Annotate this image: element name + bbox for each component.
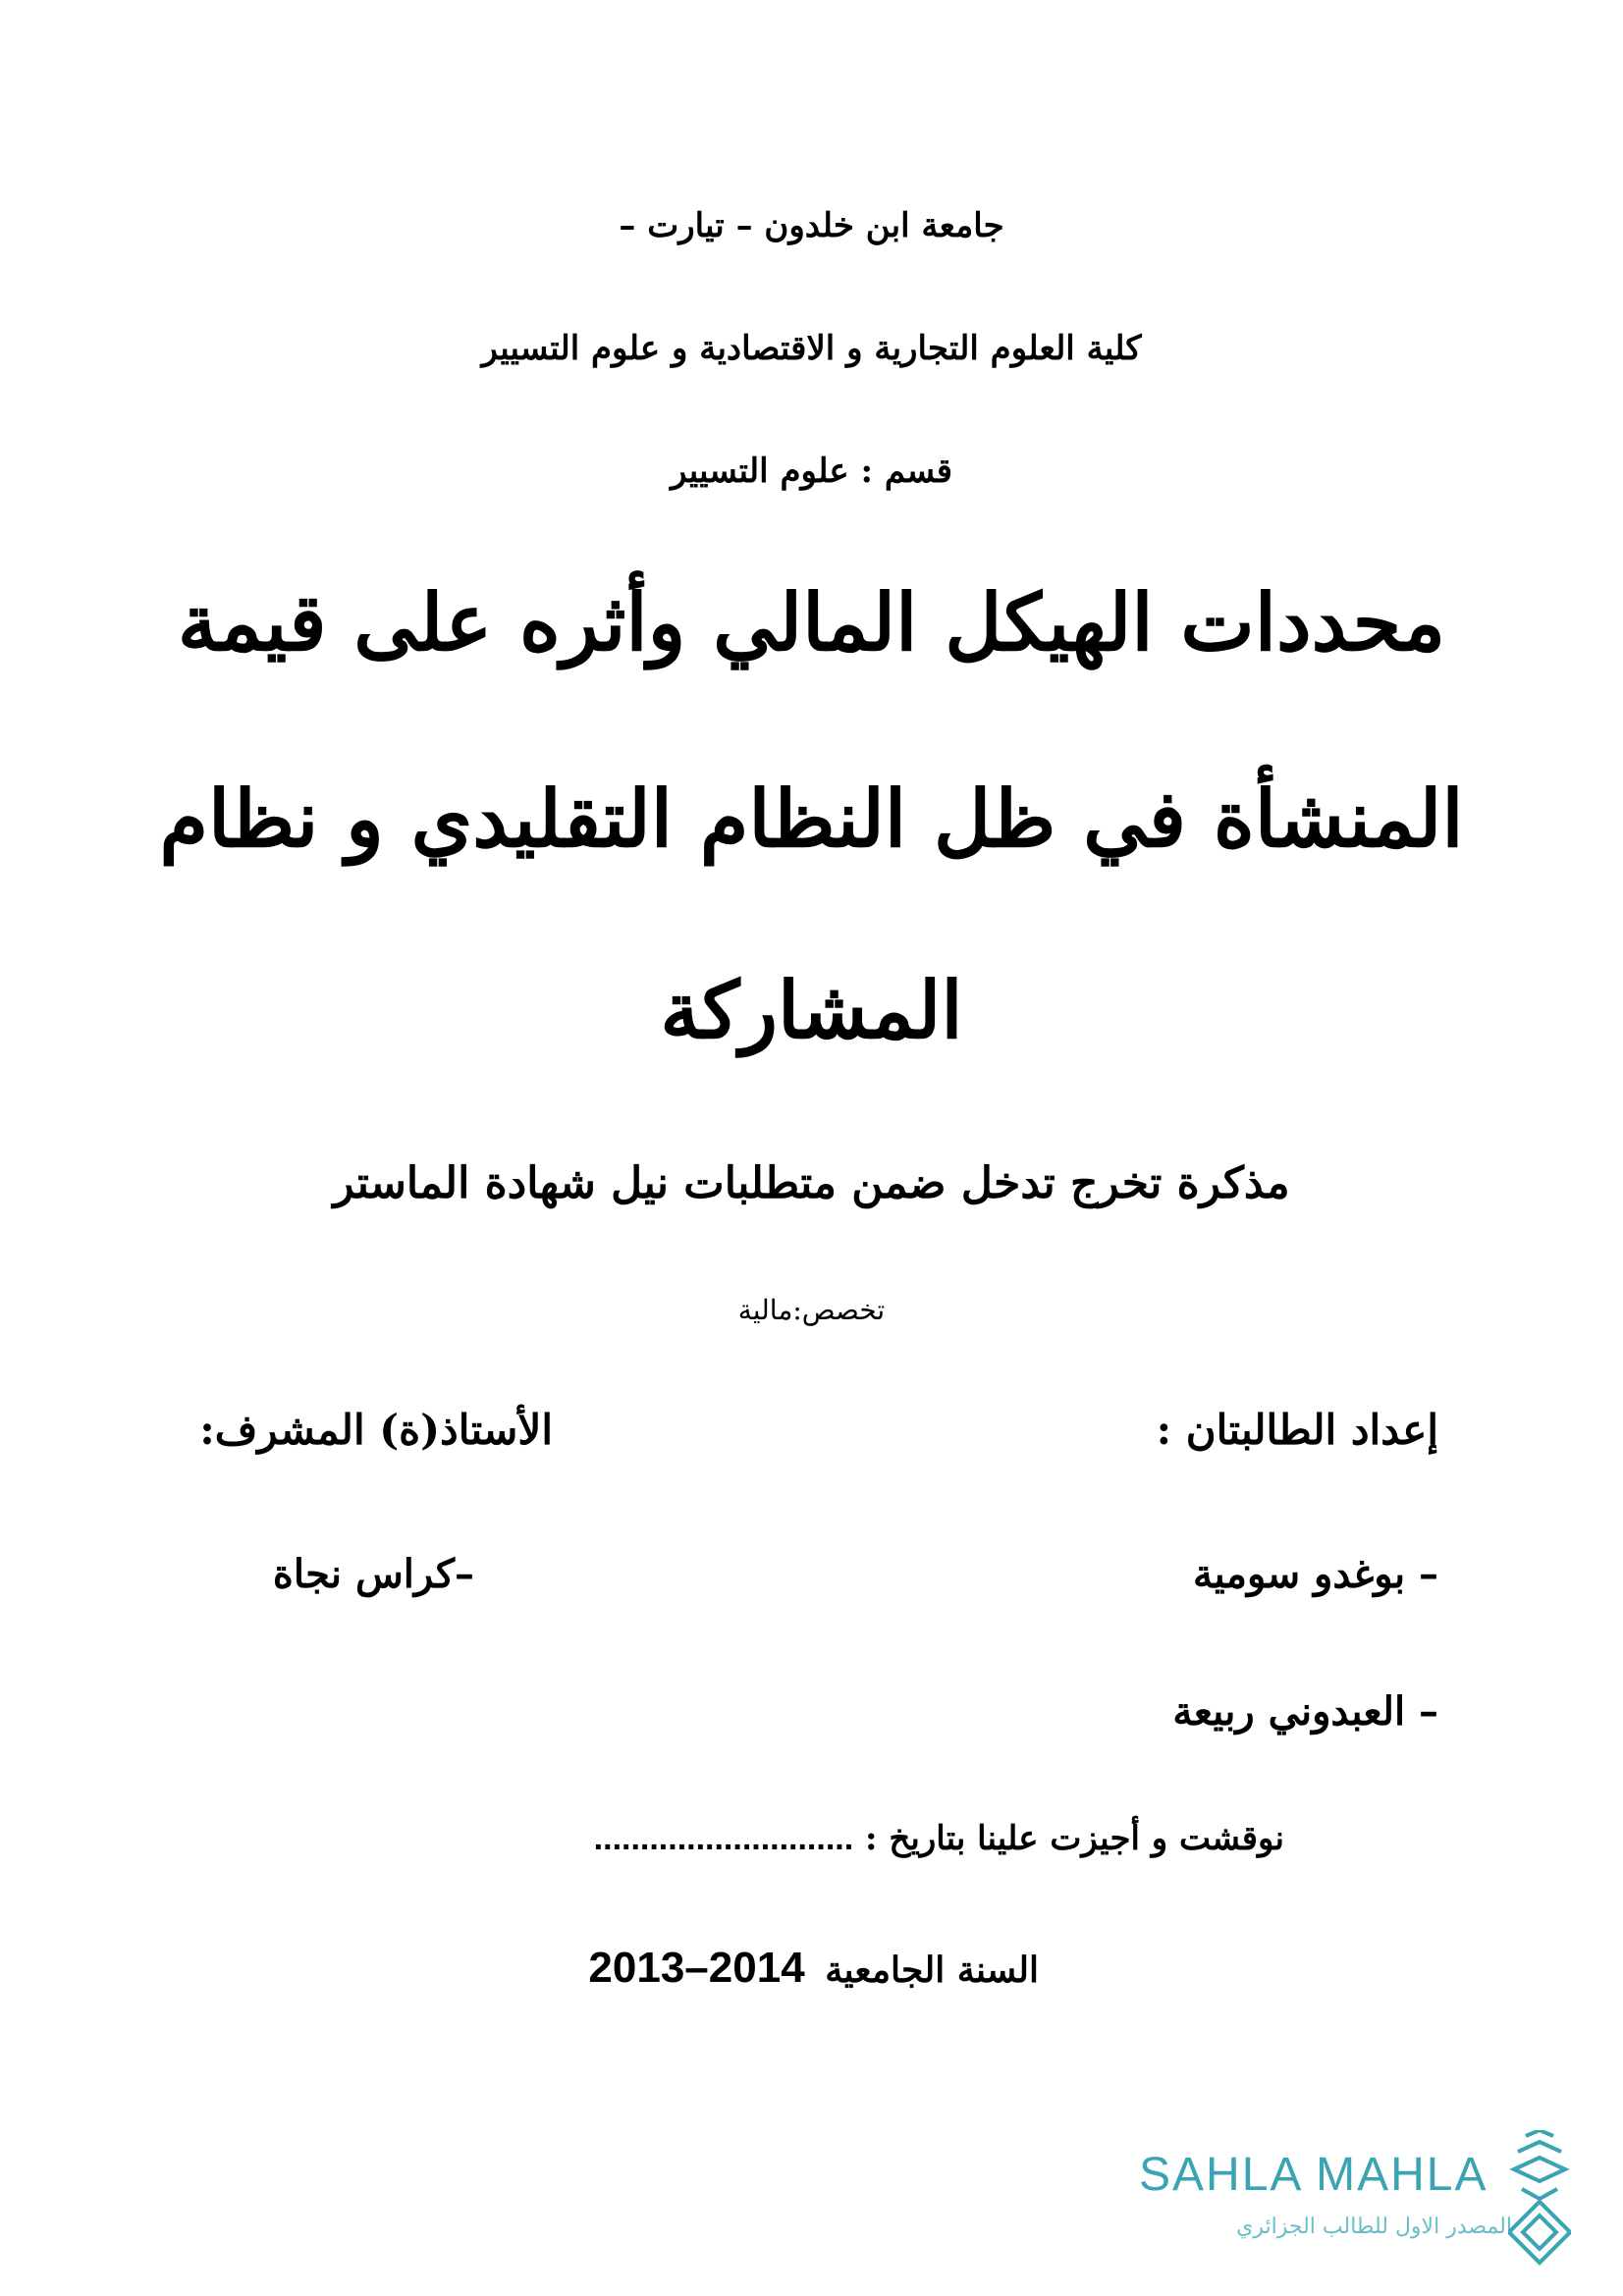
- student-name-2: – العبدوني ربيعة: [1172, 1688, 1438, 1735]
- academic-year: [588, 1944, 1039, 1993]
- discussion-date-line: [594, 1819, 1284, 1858]
- academic-year-label: السنة الجامعية: [825, 1949, 1039, 1991]
- discussion-date-placeholder: ............................: [593, 1820, 854, 1857]
- logo-brand-text: SAHLA MAHLA: [1139, 2149, 1488, 2201]
- logo-emblem-icon: [1508, 2130, 1571, 2277]
- students-heading: إعداد الطالبتان :: [1156, 1406, 1438, 1454]
- supervisor-heading: الأستاذ(ة) المشرف:: [199, 1406, 553, 1454]
- department-name: قسم : علوم التسيير: [670, 452, 953, 491]
- sahla-mahla-logo: [1139, 2130, 1571, 2277]
- thesis-title-line-3: المشاركة: [660, 964, 963, 1056]
- logo-tagline: المصدر الاول للطالب الجزائري: [1236, 2215, 1512, 2239]
- memo-description: مذكرة تخرج تدخل ضمن متطلبات نيل شهادة الماستر: [333, 1158, 1290, 1208]
- thesis-title-line-2: المنشأة في ظل النظام التقليدي و نظام: [159, 773, 1464, 865]
- academic-year-value: 2013–2014: [588, 1944, 805, 1992]
- thesis-title-line-1: محددات الهيكل المالي وأثره على قيمة: [177, 576, 1446, 668]
- university-name: جامعة ابن خلدون – تيارت –: [619, 206, 1004, 245]
- supervisor-name: –كراس نجاة: [272, 1551, 474, 1597]
- student-name-1: – بوغدو سومية: [1193, 1551, 1438, 1597]
- specialization: تخصص:مالية: [737, 1294, 886, 1326]
- discussion-label: نوقشت و أجيزت علينا بتاريخ :: [865, 1819, 1284, 1858]
- faculty-name: كلية العلوم التجارية و الاقتصادية و علوم التسيير: [481, 329, 1142, 368]
